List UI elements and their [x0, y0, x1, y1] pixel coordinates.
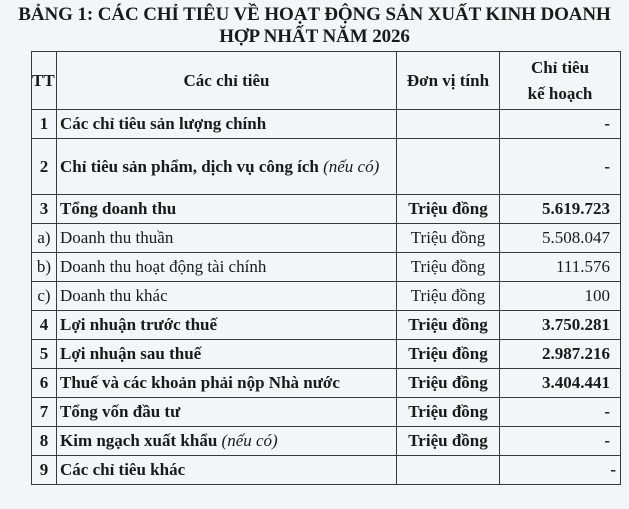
row-name: Các chỉ tiêu sản lượng chính — [57, 110, 397, 139]
row-name: Các chỉ tiêu khác — [57, 456, 397, 485]
row-value: 100 — [500, 282, 621, 311]
header-plan — [500, 52, 621, 110]
business-targets-table — [31, 51, 621, 485]
header-tt: TT — [32, 52, 57, 110]
row-unit: Triệu đồng — [397, 340, 500, 369]
row-tt: c) — [32, 282, 57, 311]
row-unit — [397, 139, 500, 195]
row-unit: Triệu đồng — [397, 369, 500, 398]
row-name-note: (nếu có) — [323, 156, 380, 176]
row-name — [57, 139, 397, 195]
row-unit: Triệu đồng — [397, 311, 500, 340]
table-row — [32, 139, 621, 195]
row-value: - — [500, 110, 621, 139]
row-tt: a) — [32, 224, 57, 253]
row-value: - — [500, 139, 621, 195]
row-tt: 4 — [32, 311, 57, 340]
row-name-text: Kim ngạch xuất khẩu — [60, 431, 222, 450]
row-tt: 1 — [32, 110, 57, 139]
row-tt: 5 — [32, 340, 57, 369]
row-tt: 3 — [32, 195, 57, 224]
header-unit: Đơn vị tính — [397, 52, 500, 110]
row-unit: Triệu đồng — [397, 282, 500, 311]
row-tt: 9 — [32, 456, 57, 485]
row-name: Thuế và các khoản phải nộp Nhà nước — [57, 369, 397, 398]
row-unit: Triệu đồng — [397, 224, 500, 253]
row-unit — [397, 110, 500, 139]
row-name: Doanh thu thuần — [57, 224, 397, 253]
row-name: Doanh thu khác — [57, 282, 397, 311]
table-row — [32, 110, 621, 139]
row-name: Doanh thu hoạt động tài chính — [57, 253, 397, 282]
row-tt: 6 — [32, 369, 57, 398]
row-value: - — [500, 427, 621, 456]
row-tt: b) — [32, 253, 57, 282]
table-row — [32, 398, 621, 427]
row-value: 3.750.281 — [500, 311, 621, 340]
table-row — [32, 340, 621, 369]
table-row — [32, 369, 621, 398]
row-value: 5.508.047 — [500, 224, 621, 253]
header-plan-line2: kế hoạch — [527, 83, 593, 103]
row-value: 3.404.441 — [500, 369, 621, 398]
row-name: Lợi nhuận trước thuế — [57, 311, 397, 340]
title-line-1: BẢNG 1: CÁC CHỈ TIÊU VỀ HOẠT ĐỘNG SẢN XUẤT KINH DOANH — [18, 4, 611, 25]
table-row — [32, 456, 621, 485]
row-name-note: (nếu có) — [221, 431, 278, 450]
row-unit: Triệu đồng — [397, 427, 500, 456]
row-tt: 2 — [32, 139, 57, 195]
row-unit — [397, 456, 500, 485]
table-row — [32, 195, 621, 224]
table-row — [32, 224, 621, 253]
row-value: 2.987.216 — [500, 340, 621, 369]
row-name: Tổng vốn đầu tư — [57, 398, 397, 427]
row-value: 111.576 — [500, 253, 621, 282]
table-row — [32, 282, 621, 311]
row-value: 5.619.723 — [500, 195, 621, 224]
title-line-2: HỢP NHẤT NĂM 2026 — [219, 26, 410, 47]
row-unit: Triệu đồng — [397, 253, 500, 282]
row-unit: Triệu đồng — [397, 195, 500, 224]
row-name: Lợi nhuận sau thuế — [57, 340, 397, 369]
row-unit: Triệu đồng — [397, 398, 500, 427]
row-tt: 7 — [32, 398, 57, 427]
row-value: - — [500, 456, 621, 485]
header-name: Các chỉ tiêu — [57, 52, 397, 110]
header-plan-line1: Chỉ tiêu — [530, 57, 590, 77]
document-title — [0, 4, 629, 48]
row-name-text: Chỉ tiêu sản phẩm, dịch vụ công ích — [60, 156, 324, 176]
row-value: - — [500, 398, 621, 427]
row-name — [57, 427, 397, 456]
table-row — [32, 253, 621, 282]
table-row — [32, 311, 621, 340]
row-name: Tổng doanh thu — [57, 195, 397, 224]
table-row — [32, 427, 621, 456]
row-tt: 8 — [32, 427, 57, 456]
table-header-row — [32, 52, 621, 110]
